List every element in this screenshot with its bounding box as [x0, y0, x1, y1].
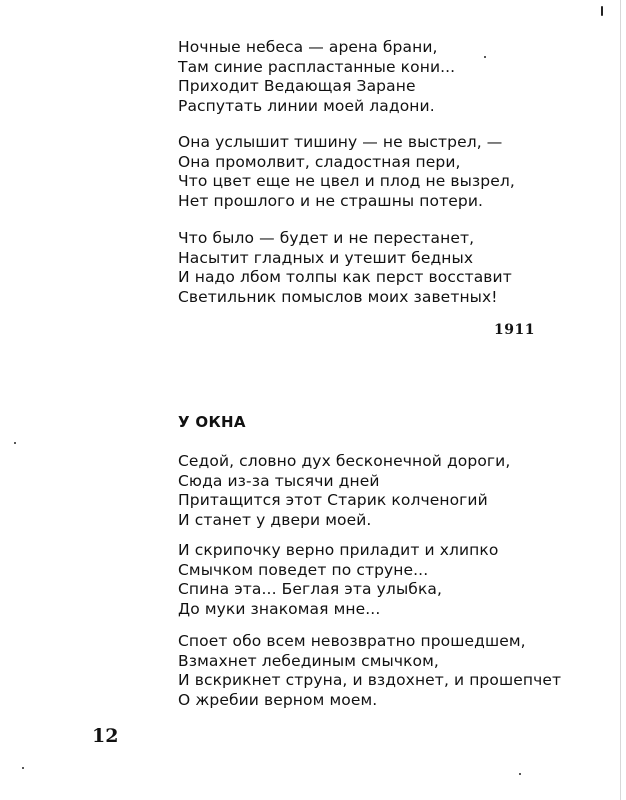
- poem-line: И надо лбом толпы как перст восставит: [178, 268, 512, 286]
- poem1-stanza-1: [178, 38, 455, 116]
- poem-line: И станет у двери моей.: [178, 510, 372, 529]
- poem-line: Насытит гладных и утешит бедных: [178, 248, 474, 267]
- poem-line: И скрипочку верно приладит и хлипко: [178, 541, 499, 559]
- poem-line: Смычком поведет по струне...: [178, 560, 429, 579]
- poem-line: О жребии верном моем.: [178, 690, 378, 709]
- poem-title: У ОКНА: [178, 413, 246, 431]
- poem-line: Приходит Ведающая Заране: [178, 77, 416, 95]
- page-number: 12: [92, 725, 119, 747]
- poem-line: Притащится этот Старик колченогий: [178, 491, 488, 509]
- poem-line: Она услышит тишину — не выстрел, —: [178, 133, 503, 151]
- poem-line: Седой, словно дух бесконечной дороги,: [178, 452, 511, 470]
- poem-line: Распутать линии моей ладони.: [178, 96, 435, 115]
- poem2-stanza-2: [178, 541, 498, 619]
- poem-line: Сюда из-за тысячи дней: [178, 471, 380, 490]
- poem-line: Взмахнет лебединым смычком,: [178, 651, 439, 670]
- scan-speck: [22, 767, 24, 769]
- poem-line: Светильник помыслов моих заветных!: [178, 287, 498, 306]
- poem-line: До муки знакомая мне...: [178, 599, 381, 618]
- poem-date: 1911: [494, 322, 535, 338]
- poem-line: Спина эта... Беглая эта улыбка,: [178, 580, 443, 598]
- poem1-stanza-2: [178, 133, 515, 211]
- scan-speck: [519, 773, 521, 775]
- poem2-stanza-1: [178, 452, 510, 530]
- poem-line: Там синие распластанные кони...: [178, 57, 456, 76]
- poem-line: Что было — будет и не перестанет,: [178, 229, 475, 247]
- poem-line: Споет обо всем невозвратно прошедшем,: [178, 632, 526, 650]
- poem-line: Что цвет еще не цвел и плод не вызрел,: [178, 172, 515, 190]
- poem-line: И вскрикнет струна, и вздохнет, и прошепчет: [178, 671, 562, 689]
- poem2-stanza-3: [178, 632, 561, 710]
- poem-line: Она промолвит, сладостная пери,: [178, 152, 461, 171]
- poem-line: Ночные небеса — арена брани,: [178, 38, 438, 56]
- page-edge-shadow: [620, 0, 621, 800]
- scan-speck: [484, 56, 486, 58]
- poem-line: Нет прошлого и не страшны потери.: [178, 191, 484, 210]
- poem1-stanza-3: [178, 229, 512, 307]
- scan-speck: [14, 442, 16, 444]
- scan-speck: [601, 6, 603, 16]
